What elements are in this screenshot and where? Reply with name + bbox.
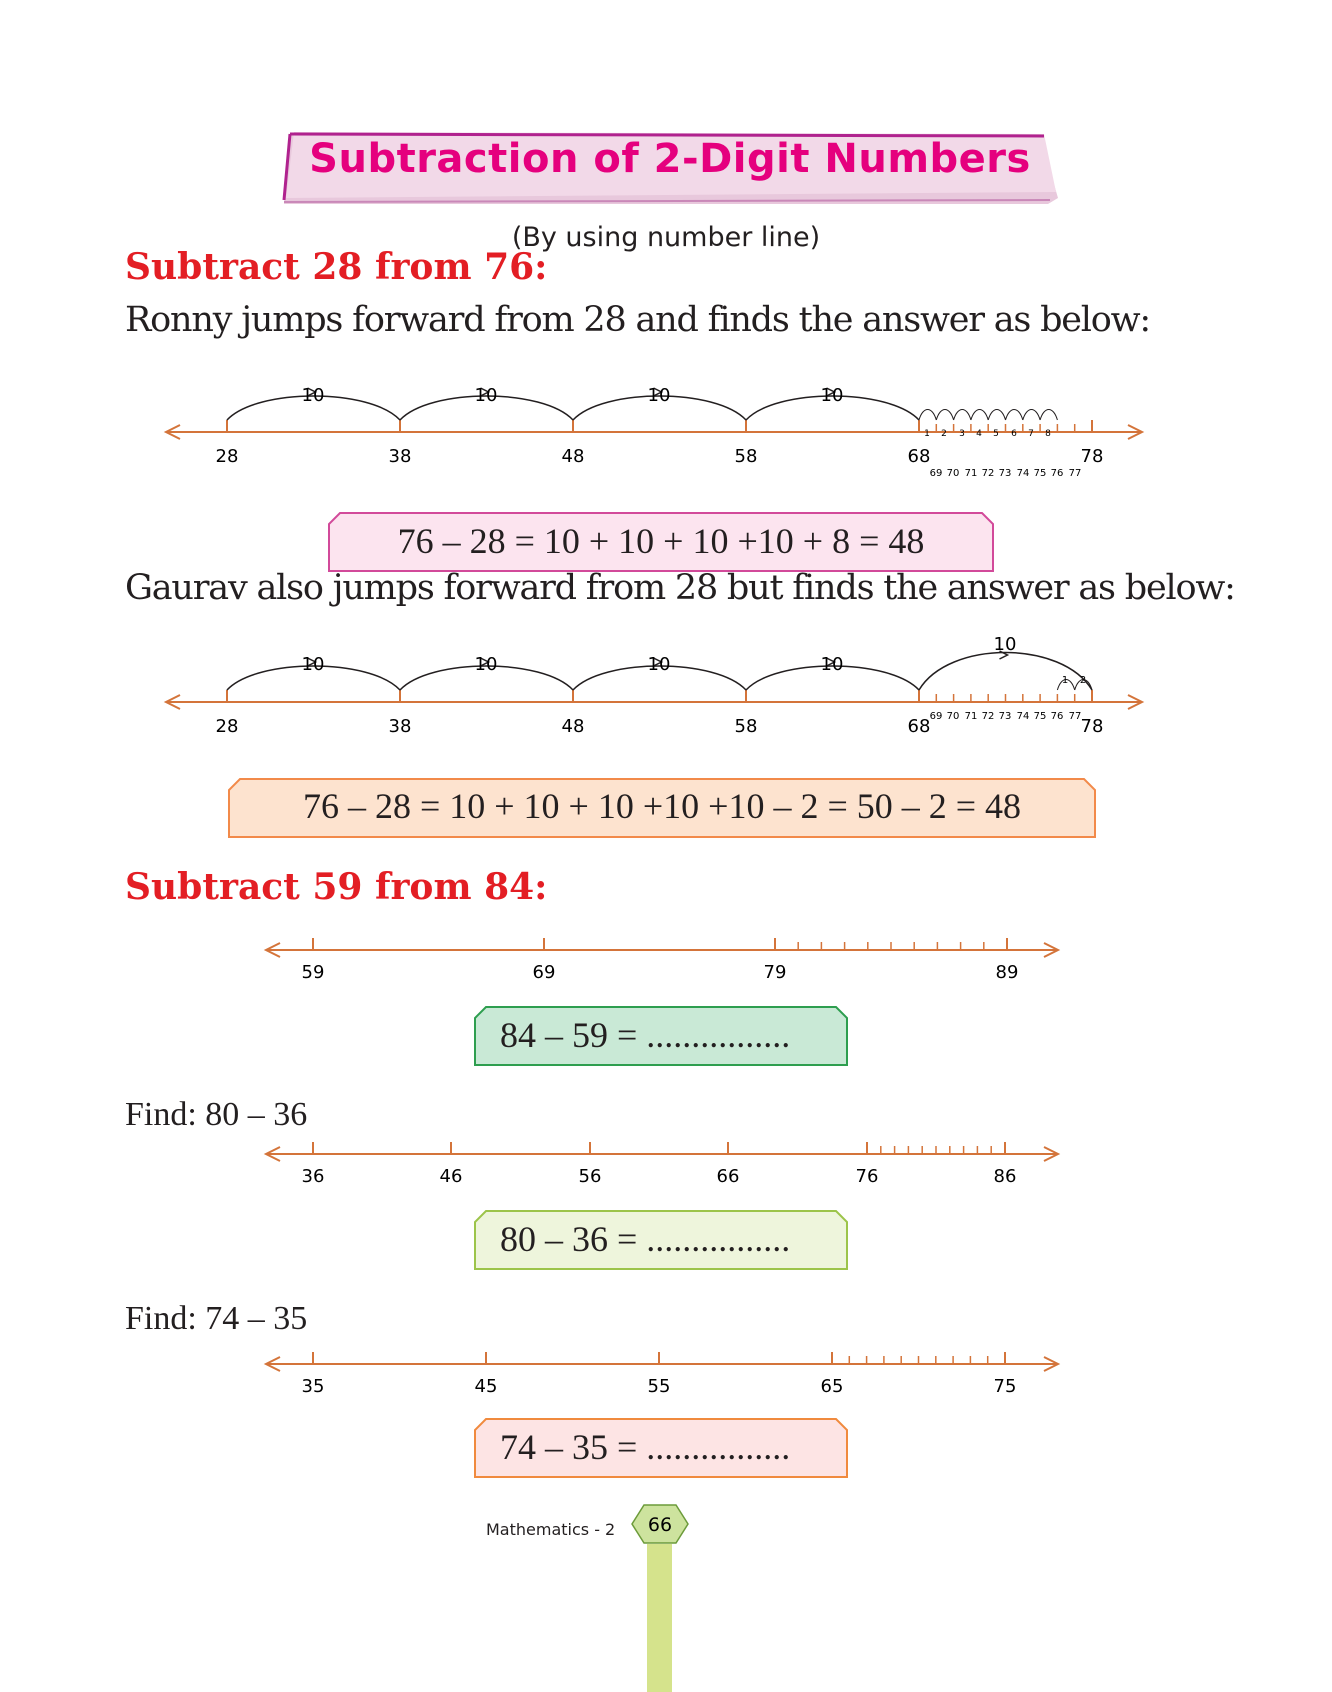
gaurav-jump-label: 10 xyxy=(474,654,498,675)
ronny-label-48: 48 xyxy=(561,446,585,467)
ronny-jump-label: 10 xyxy=(474,385,498,406)
line-label: 45 xyxy=(474,1376,498,1397)
small-jump-arc xyxy=(936,410,953,421)
gaurav-minor-label: 72 xyxy=(981,711,995,722)
ronny-minor-label: 70 xyxy=(946,468,960,479)
gaurav-label-78: 78 xyxy=(1080,716,1104,737)
gaurav-jump-label: 10 xyxy=(647,654,671,675)
gaurav-minor-label: 73 xyxy=(998,711,1012,722)
ronny-minor-label: 76 xyxy=(1050,468,1064,479)
gaurav-label-38: 38 xyxy=(388,716,412,737)
line-label: 56 xyxy=(578,1166,602,1187)
equation-74-35[interactable]: 74 – 35 = ................ xyxy=(500,1427,791,1467)
ronny-minor-label: 73 xyxy=(998,468,1012,479)
ronny-label-38: 38 xyxy=(388,446,412,467)
page-subtitle: (By using number line) xyxy=(511,222,821,253)
ronny-label-58: 58 xyxy=(734,446,758,467)
line-label: 46 xyxy=(439,1166,463,1187)
find-74-35-text: Find: 74 – 35 xyxy=(125,1300,308,1337)
small-jump-arc xyxy=(988,410,1005,421)
ronny-label-78: 78 xyxy=(1080,446,1104,467)
ronny-minor-label: 74 xyxy=(1016,468,1030,479)
ronny-small-jump-label: 7 xyxy=(1028,429,1034,439)
gaurav-minor-label: 74 xyxy=(1016,711,1030,722)
ronny-small-jump-label: 4 xyxy=(976,429,982,439)
line-label: 76 xyxy=(855,1166,879,1187)
line-label: 66 xyxy=(716,1166,740,1187)
line-label: 86 xyxy=(993,1166,1017,1187)
line-label: 35 xyxy=(301,1376,325,1397)
ronny-small-jump-label: 2 xyxy=(941,429,947,439)
ronny-equation: 76 – 28 = 10 + 10 + 10 +10 + 8 = 48 xyxy=(397,521,925,561)
small-jump-arc xyxy=(954,410,971,421)
ronny-text: Ronny jumps forward from 28 and finds the answer as below: xyxy=(125,300,1151,340)
ronny-small-jump-label: 1 xyxy=(924,429,930,439)
gaurav-back-jump-label: 1 xyxy=(1061,675,1069,686)
gaurav-minor-label: 69 xyxy=(929,711,943,722)
ronny-minor-label: 69 xyxy=(929,468,943,479)
ronny-minor-label: 75 xyxy=(1033,468,1047,479)
small-jump-arc xyxy=(1006,410,1023,421)
gaurav-minor-label: 75 xyxy=(1033,711,1047,722)
section-heading-1: Subtract 28 from 76: xyxy=(125,246,548,288)
ronny-small-jump-label: 8 xyxy=(1045,429,1051,439)
line-label: 55 xyxy=(647,1376,671,1397)
gaurav-label-58: 58 xyxy=(734,716,758,737)
ronny-label-68: 68 xyxy=(907,446,931,467)
page-number-badge xyxy=(630,1502,690,1692)
ronny-label-28: 28 xyxy=(215,446,239,467)
gaurav-label-68: 68 xyxy=(907,716,931,737)
ronny-jump-label: 10 xyxy=(820,385,844,406)
ronny-minor-label: 77 xyxy=(1068,468,1082,479)
gaurav-back-jump-label: 2 xyxy=(1079,675,1087,686)
equation-80-36[interactable]: 80 – 36 = ................ xyxy=(500,1219,791,1259)
gaurav-minor-label: 77 xyxy=(1068,711,1082,722)
equation-84-59[interactable]: 84 – 59 = ................ xyxy=(500,1015,791,1055)
small-jump-arc xyxy=(971,410,988,421)
line-label: 36 xyxy=(301,1166,325,1187)
line-label: 79 xyxy=(763,962,787,983)
number-line-36 xyxy=(0,1124,1332,1194)
line-label: 65 xyxy=(820,1376,844,1397)
line-label: 59 xyxy=(301,962,325,983)
ronny-number-line xyxy=(0,350,1332,480)
line-label: 89 xyxy=(995,962,1019,983)
small-jump-arc xyxy=(919,410,936,421)
gaurav-jump-label: 10 xyxy=(820,654,844,675)
ronny-small-jump-label: 6 xyxy=(1011,429,1017,439)
ronny-minor-label: 72 xyxy=(981,468,995,479)
gaurav-number-line xyxy=(0,620,1332,750)
gaurav-minor-label: 76 xyxy=(1050,711,1064,722)
page-number: 66 xyxy=(647,1514,673,1536)
small-jump-arc xyxy=(1023,410,1040,421)
gaurav-minor-label: 70 xyxy=(946,711,960,722)
line-label: 69 xyxy=(532,962,556,983)
section-heading-2: Subtract 59 from 84: xyxy=(125,866,548,908)
gaurav-equation: 76 – 28 = 10 + 10 + 10 +10 +10 – 2 = 50 – 2 = 48 xyxy=(302,786,1022,826)
gaurav-minor-label: 71 xyxy=(964,711,978,722)
find-80-36-text: Find: 80 – 36 xyxy=(125,1096,308,1133)
line-label: 75 xyxy=(993,1376,1017,1397)
ronny-small-jump-label: 5 xyxy=(993,429,999,439)
ronny-jump-label: 10 xyxy=(301,385,325,406)
gaurav-jump-label: 10 xyxy=(993,634,1017,655)
small-jump-arc xyxy=(1040,410,1057,421)
number-line-35 xyxy=(0,1334,1332,1404)
gaurav-jump-label: 10 xyxy=(301,654,325,675)
ronny-small-jump-label: 3 xyxy=(959,429,965,439)
gaurav-text: Gaurav also jumps forward from 28 but finds the answer as below: xyxy=(125,568,1235,608)
footer-subject-label: Mathematics - 2 xyxy=(486,1520,616,1539)
gaurav-label-48: 48 xyxy=(561,716,585,737)
number-line-59 xyxy=(0,920,1332,990)
ronny-minor-label: 71 xyxy=(964,468,978,479)
page-title: Subtraction of 2-Digit Numbers xyxy=(309,136,1031,182)
ronny-jump-label: 10 xyxy=(647,385,671,406)
gaurav-label-28: 28 xyxy=(215,716,239,737)
